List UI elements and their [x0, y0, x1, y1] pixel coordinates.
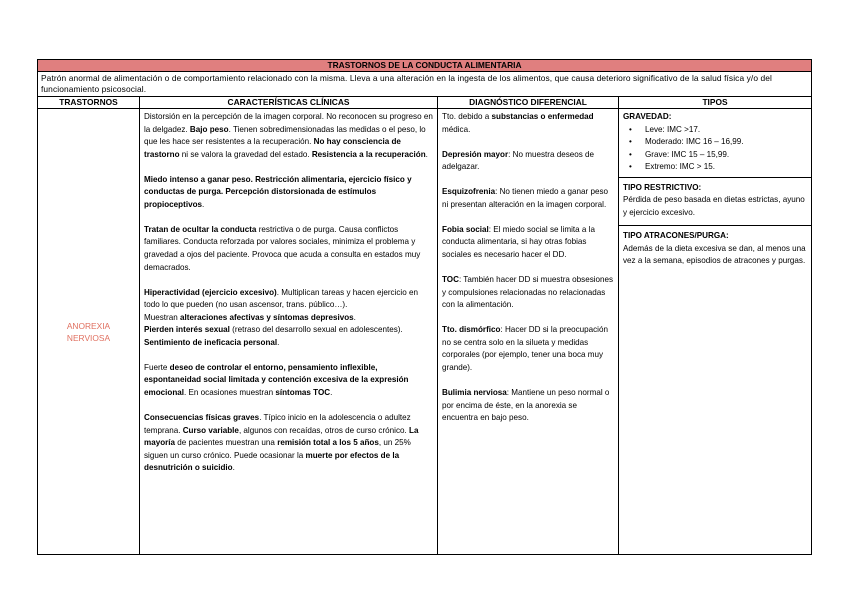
- header-caracteristicas: CARACTERÍSTICAS CLÍNICAS: [140, 97, 438, 109]
- header-diagnostico: DIAGNÓSTICO DIFERENCIAL: [438, 97, 619, 109]
- definition-text: Patrón anormal de alimentación o de comportamiento relacionado con la misma. Lleva a una alteración en la ingesta de los alimentos, que causa deterioro significativo de la salud física y/o del funcionamiento psicosocial.: [38, 72, 812, 97]
- disorder-name: [38, 109, 140, 555]
- differential-diagnosis-cell: [438, 109, 619, 555]
- bullet-icon: •: [629, 162, 632, 172]
- clinical-paragraph-3: Tratan de ocultar la conducta restrictiva o de purga. Causa conflictos familiares. Conducta reforzada por valores sociales, minimiza el problema y gravedad a ojos del paciente. Provoca que acuda a consulta en estados muy demacrados.: [144, 224, 421, 272]
- clinical-features-cell: [140, 109, 438, 555]
- header-trastornos: TRASTORNOS: [38, 97, 140, 109]
- clinical-paragraph-1: Distorsión en la percepción de la imagen corporal. No reconocen su progreso en la delgadez. Bajo peso. Tienen sobredimensionadas las medidas o el peso, lo que les hace ser resistentes a la recuperación. No hay consciencia de trastorno ni se valora la gravedad del estado. Resistencia a la recuperación.: [144, 112, 433, 159]
- list-item: • Grave: IMC 15 – 15,99.: [623, 149, 807, 162]
- differential-item: Bulimia nerviosa: Mantiene un peso normal o por encima de éste, en la anorexia se encuentra en bajo peso.: [442, 388, 610, 423]
- restrictivo-text: Pérdida de peso basada en dietas estrictas, ayuno y ejercicio excesivo.: [623, 195, 805, 217]
- purga-title: TIPO ATRACONES/PURGA:: [623, 231, 729, 241]
- tipos-cell: [619, 109, 812, 555]
- list-item: • Leve: IMC >17.: [623, 124, 807, 137]
- bullet-icon: •: [629, 124, 632, 134]
- clinical-paragraph-5: Fuerte deseo de controlar el entorno, pensamiento inflexible, espontaneidad social limitada y contención excesiva de la expresión emocional. En ocasiones muestran síntomas TOC.: [144, 362, 409, 398]
- gravedad-list: [623, 124, 807, 174]
- table-title: TRASTORNOS DE LA CONDUCTA ALIMENTARIA: [38, 60, 812, 72]
- restrictivo-title: TIPO RESTRICTIVO:: [623, 182, 702, 192]
- list-item: • Moderado: IMC 16 – 16,99.: [623, 136, 807, 149]
- differential-item: Depresión mayor: No muestra deseos de adelgazar.: [442, 149, 595, 172]
- differential-item: Tto. debido a substancias o enfermedad médica.: [442, 112, 594, 134]
- list-item: • Extremo: IMC > 15.: [623, 161, 807, 174]
- purga-text: Además de la dieta excesiva se dan, al menos una vez a la semana, episodios de atracones y purgas.: [623, 243, 806, 266]
- purga-box: [619, 226, 811, 275]
- disorder-name-line1: ANOREXIA: [66, 320, 111, 331]
- clinical-paragraph-6: Consecuencias físicas graves. Típico inicio en la adolescencia o adultez temprana. Curso variable, algunos con recaídas, otros de curso crónico. La mayoría de pacientes muestran una remisión total a los 5 años, un 25% siguen un curso crónico. Puede ocasionar la muerte por efectos de la desnutrición o suicidio.: [144, 413, 419, 473]
- disorders-table: [37, 59, 812, 555]
- gravedad-box: [619, 109, 811, 178]
- differential-item: TOC: También hacer DD si muestra obsesiones y compulsiones relacionadas no relacionadas con la alimentación.: [442, 275, 614, 310]
- restrictivo-box: [619, 178, 811, 227]
- differential-item: Tto. dismórfico: Hacer DD si la preocupación no se centra solo en la silueta y medidas corporales (por ejemplo, tener una boca muy grande).: [442, 325, 608, 372]
- header-tipos: TIPOS: [619, 97, 812, 109]
- differential-item: Fobia social: El miedo social se limita a la conducta alimentaria, si hay otras fobias sociales es necesario hacer el DD.: [442, 224, 595, 260]
- clinical-paragraph-4: Hiperactividad (ejercicio excesivo). Multiplican tareas y hacen ejercicio en todo lo que pueden (no usan ascensor, trans. público…). Muestran alteraciones afectivas y síntomas depresivos. Pierden interés sexual (retraso del desarrollo sexual en adolescentes). Sentimiento de ineficacia personal.: [144, 287, 418, 347]
- disorder-name-line2: NERVIOSA: [66, 332, 111, 343]
- differential-item: Esquizofrenia: No tienen miedo a ganar peso ni presentan alteración en la imagen corporal.: [442, 187, 609, 209]
- bullet-icon: •: [629, 137, 632, 147]
- bullet-icon: •: [629, 149, 632, 159]
- gravedad-title: GRAVEDAD:: [623, 112, 672, 121]
- clinical-paragraph-2: Miedo intenso a ganar peso. Restricción alimentaria, ejercicio físico y conductas de purga. Percepción distorsionada de estímulos propioceptivos.: [144, 174, 412, 209]
